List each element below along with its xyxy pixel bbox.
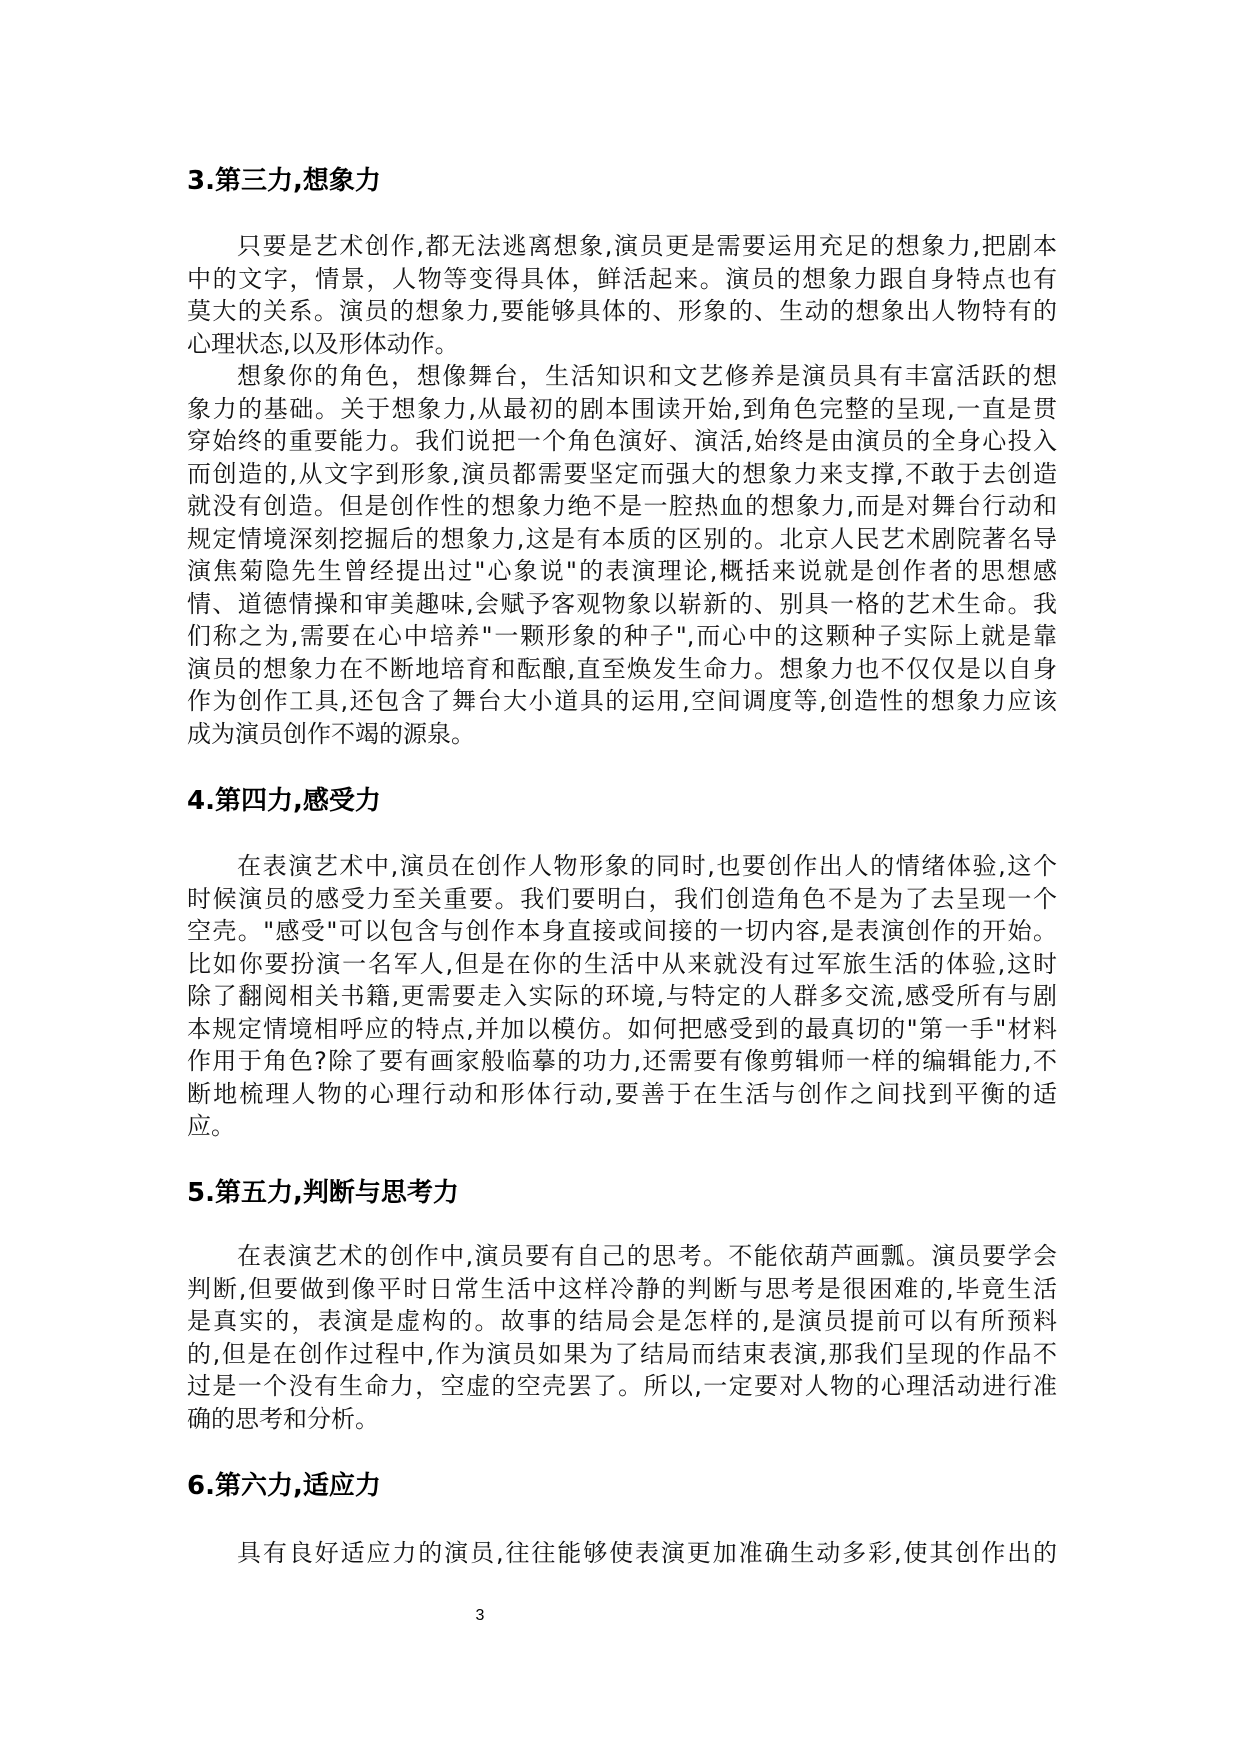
paragraph-line: 空壳。"感受"可以包含与创作本身直接或间接的一切内容,是表演创作的开始。 [187, 917, 1057, 945]
paragraph-line: 演员的想象力在不断地培育和酝酿,直至焕发生命力。想象力也不仅仅是以自身 [187, 654, 1057, 683]
page-number: 3 [475, 1607, 485, 1624]
paragraph-line: 比如你要扮演一名军人,但是在你的生活中从来就没有过军旅生活的体验,这时 [187, 949, 1057, 978]
section-6 [187, 1468, 1057, 1504]
paragraph-line: 在表演艺术中,演员在创作人物形象的同时,也要创作出人的情绪体验,这个 [237, 852, 1057, 880]
section-3 [187, 163, 1057, 199]
paragraph-line: 具有良好适应力的演员,往往能够使表演更加准确生动多彩,使其创作出的 [237, 1539, 1057, 1567]
section-5 [187, 1175, 1057, 1211]
paragraph-line: 是真实的，表演是虚构的。故事的结局会是怎样的,是演员提前可以有所预料 [187, 1307, 1057, 1335]
paragraph-line: 就没有创造。但是创作性的想象力绝不是一腔热血的想象力,而是对舞台行动和 [187, 492, 1057, 520]
paragraph-line: 中的文字，情景，人物等变得具体，鲜活起来。演员的想象力跟自身特点也有 [187, 264, 1057, 293]
paragraph-line: 过是一个没有生命力，空虚的空壳罢了。所以,一定要对人物的心理活动进行准 [187, 1372, 1057, 1400]
paragraph-line: 们称之为,需要在心中培养"一颗形象的种子",而心中的这颗种子实际上就是靠 [187, 622, 1057, 650]
paragraph-line: 穿始终的重要能力。我们说把一个角色演好、演活,始终是由演员的全身心投入 [187, 427, 1057, 455]
section-heading: 5.第五力,判断与思考力 [187, 1178, 459, 1208]
paragraph [187, 230, 1057, 360]
paragraph-line: 在表演艺术的创作中,演员要有自己的思考。不能依葫芦画瓢。演员要学会 [237, 1242, 1057, 1270]
paragraph [187, 360, 1057, 750]
section-heading: 4.第四力,感受力 [187, 786, 381, 816]
paragraph-line: 规定情境深刻挖掘后的想象力,这是有本质的区别的。北京人民艺术剧院著名导 [187, 524, 1057, 553]
paragraph-line: 象力的基础。关于想象力,从最初的剧本围读开始,到角色完整的呈现,一直是贯 [187, 394, 1057, 423]
paragraph-line: 成为演员创作不竭的源泉。 [187, 719, 475, 748]
paragraph-line: 只要是艺术创作,都无法逃离想象,演员更是需要运用充足的想象力,把剧本 [237, 232, 1057, 260]
paragraph-line: 时候演员的感受力至关重要。我们要明白，我们创造角色不是为了去呈现一个 [187, 884, 1057, 913]
paragraph-line: 断地梳理人物的心理行动和形体行动,要善于在生活与创作之间找到平衡的适 [187, 1079, 1057, 1108]
paragraph-line: 想象你的角色，想像舞台，生活知识和文艺修养是演员具有丰富活跃的想 [237, 362, 1057, 390]
paragraph-line: 演焦菊隐先生曾经提出过"心象说"的表演理论,概括来说就是创作者的思想感 [187, 557, 1057, 585]
paragraph-line: 确的思考和分析。 [187, 1404, 379, 1433]
paragraph [187, 850, 1057, 1143]
paragraph-line: 本规定情境相呼应的特点,并加以模仿。如何把感受到的最真切的"第一手"材料 [187, 1014, 1057, 1043]
section-heading: 6.第六力,适应力 [187, 1471, 381, 1501]
paragraph [187, 1537, 1057, 1570]
section-heading: 3.第三力,想象力 [187, 166, 381, 196]
paragraph-line: 判断,但要做到像平时日常生活中这样冷静的判断与思考是很困难的,毕竟生活 [187, 1274, 1057, 1303]
paragraph-line: 除了翻阅相关书籍,更需要走入实际的环境,与特定的人群多交流,感受所有与剧 [187, 982, 1057, 1010]
paragraph-line: 应。 [187, 1112, 235, 1140]
paragraph-line: 作用于角色?除了要有画家般临摹的功力,还需要有像剪辑师一样的编辑能力,不 [187, 1047, 1057, 1075]
paragraph [187, 1240, 1057, 1435]
paragraph-line: 情、道德情操和审美趣味,会赋予客观物象以崭新的、别具一格的艺术生命。我 [187, 589, 1057, 618]
paragraph-line: 的,但是在创作过程中,作为演员如果为了结局而结束表演,那我们呈现的作品不 [187, 1339, 1057, 1368]
paragraph-line: 心理状态,以及形体动作。 [187, 329, 459, 358]
paragraph-line: 而创造的,从文字到形象,演员都需要坚定而强大的想象力来支撑,不敢于去创造 [187, 459, 1057, 488]
paragraph-line: 莫大的关系。演员的想象力,要能够具体的、形象的、生动的想象出人物特有的 [187, 297, 1057, 325]
section-4 [187, 783, 1057, 819]
paragraph-line: 作为创作工具,还包含了舞台大小道具的运用,空间调度等,创造性的想象力应该 [187, 687, 1057, 715]
